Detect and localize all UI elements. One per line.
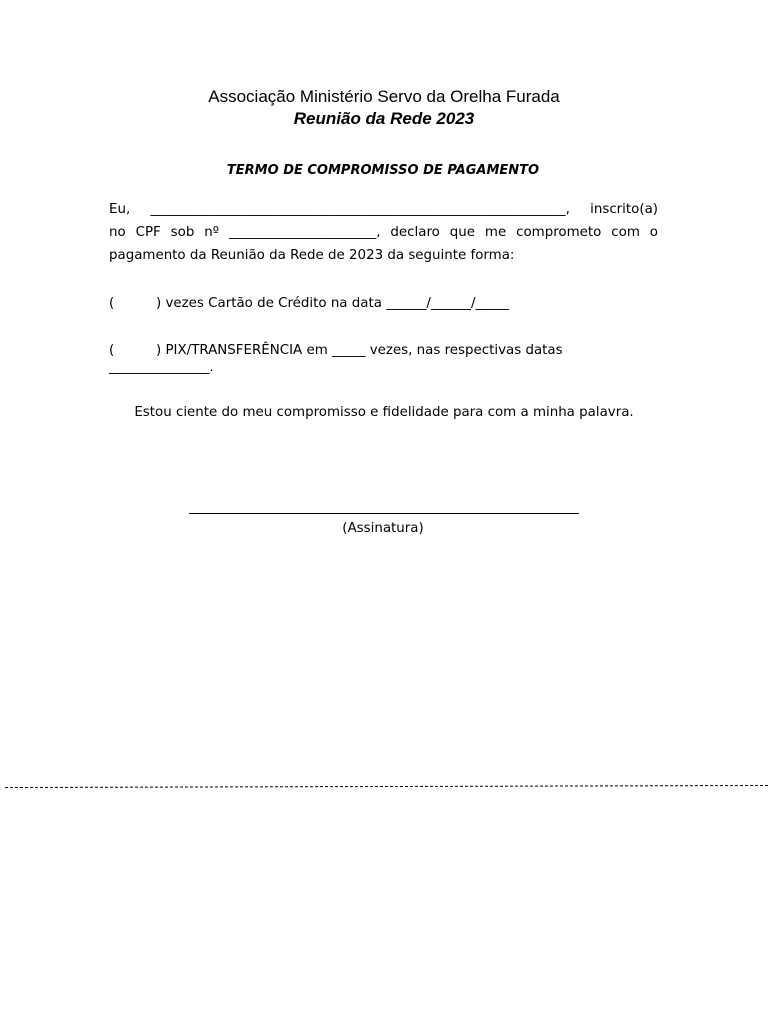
option-checkbox-pix: ( bbox=[109, 343, 115, 358]
document-title: TERMO DE COMPROMISSO DE PAGAMENTO bbox=[226, 163, 540, 178]
option-label-card: ) vezes Cartão de Crédito na data ______/______/_____ bbox=[156, 296, 510, 311]
declaration-line-1: Eu, ______________________________________________________________, inscrito(a) bbox=[109, 202, 658, 217]
payment-option-credit-card bbox=[109, 295, 509, 313]
signature-line bbox=[189, 513, 579, 514]
signature-label: (Assinatura) bbox=[342, 521, 424, 536]
payment-option-pix-continuation: _______________. bbox=[109, 360, 214, 375]
declaration-line-2: no CPF sob nº ______________________, declaro que me comprometo com o bbox=[109, 225, 658, 240]
commitment-statement: Estou ciente do meu compromisso e fidelidade para com a minha palavra. bbox=[134, 405, 634, 420]
event-name: Reunião da Rede 2023 bbox=[293, 109, 475, 128]
cut-line-divider bbox=[5, 785, 768, 788]
declaration-line-3: pagamento da Reunião da Rede de 2023 da seguinte forma: bbox=[109, 248, 515, 263]
declaration-paragraph bbox=[109, 198, 658, 267]
option-checkbox-card: ( bbox=[109, 296, 115, 311]
organization-name: Associação Ministério Servo da Orelha Furada bbox=[208, 87, 560, 106]
option-label-pix: ) PIX/TRANSFERÊNCIA em _____ vezes, nas respectivas datas bbox=[156, 343, 563, 358]
payment-option-pix bbox=[109, 342, 563, 360]
